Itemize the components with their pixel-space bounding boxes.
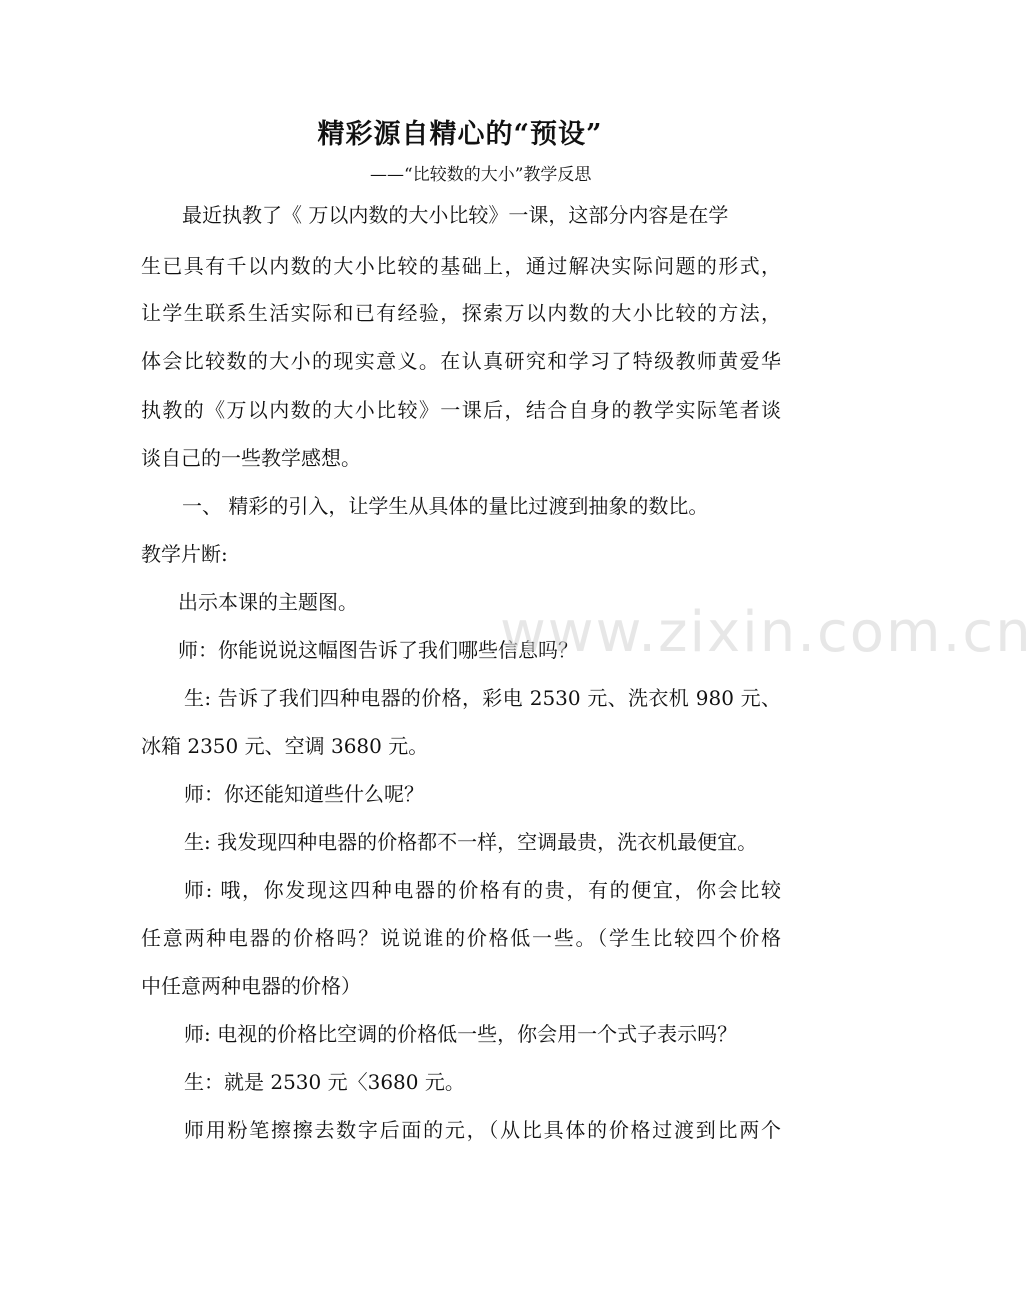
paragraph-line: 师：你能说说这幅图告诉了我们哪些信息吗？ xyxy=(178,638,578,662)
paragraph-line: 中任意两种电器的价格） xyxy=(141,974,361,998)
section-heading: 一、 精彩的引入，让学生从具体的量比过渡到抽象的数比。 xyxy=(182,494,709,518)
paragraph-line: 冰箱 2350 元、空调 3680 元。 xyxy=(141,734,429,758)
paragraph-line: 体会比较数的大小的现实意义。在认真研究和学习了特级教师黄爱华 xyxy=(141,349,781,373)
paragraph-line: 生已具有千以内数的大小比较的基础上，通过解决实际问题的形式， xyxy=(141,254,781,278)
paragraph-line: 出示本课的主题图。 xyxy=(178,590,358,614)
watermark: www.zixin.com.cn xyxy=(500,600,1033,665)
paragraph-line: 生：就是 2530 元〈3680 元。 xyxy=(184,1070,465,1094)
paragraph-line: 任意两种电器的价格吗？说说谁的价格低一些。（学生比较四个价格 xyxy=(141,926,781,950)
paragraph-line: 师: 电视的价格比空调的价格低一些，你会用一个式子表示吗？ xyxy=(184,1022,738,1046)
paragraph-line: 师: 哦，你发现这四种电器的价格有的贵，有的便宜，你会比较 xyxy=(184,878,781,902)
document-subtitle: ——“比较数的大小”教学反思 xyxy=(370,165,592,185)
paragraph-line: 谈自己的一些教学感想。 xyxy=(141,446,361,470)
paragraph-line: 师：你还能知道些什么呢？ xyxy=(184,782,424,806)
paragraph-line: 教学片断: xyxy=(141,542,228,566)
paragraph-line: 师用粉笔擦擦去数字后面的元，（从比具体的价格过渡到比两个 xyxy=(184,1118,781,1142)
document-title: 精彩源自精心的“预设” xyxy=(317,119,603,150)
paragraph-line: 执教的《万以内数的大小比较》一课后，结合自身的教学实际笔者谈 xyxy=(141,398,781,422)
paragraph-line: 生: 我发现四种电器的价格都不一样，空调最贵，洗衣机最便宜。 xyxy=(184,830,758,854)
paragraph-line: 最近执教了《 万以内数的大小比较》一课，这部分内容是在学 xyxy=(182,203,729,227)
paragraph-line: 生: 告诉了我们四种电器的价格，彩电 2530 元、洗衣机 980 元、 xyxy=(184,686,781,710)
paragraph-line: 让学生联系生活实际和已有经验，探索万以内数的大小比较的方法， xyxy=(141,301,781,325)
